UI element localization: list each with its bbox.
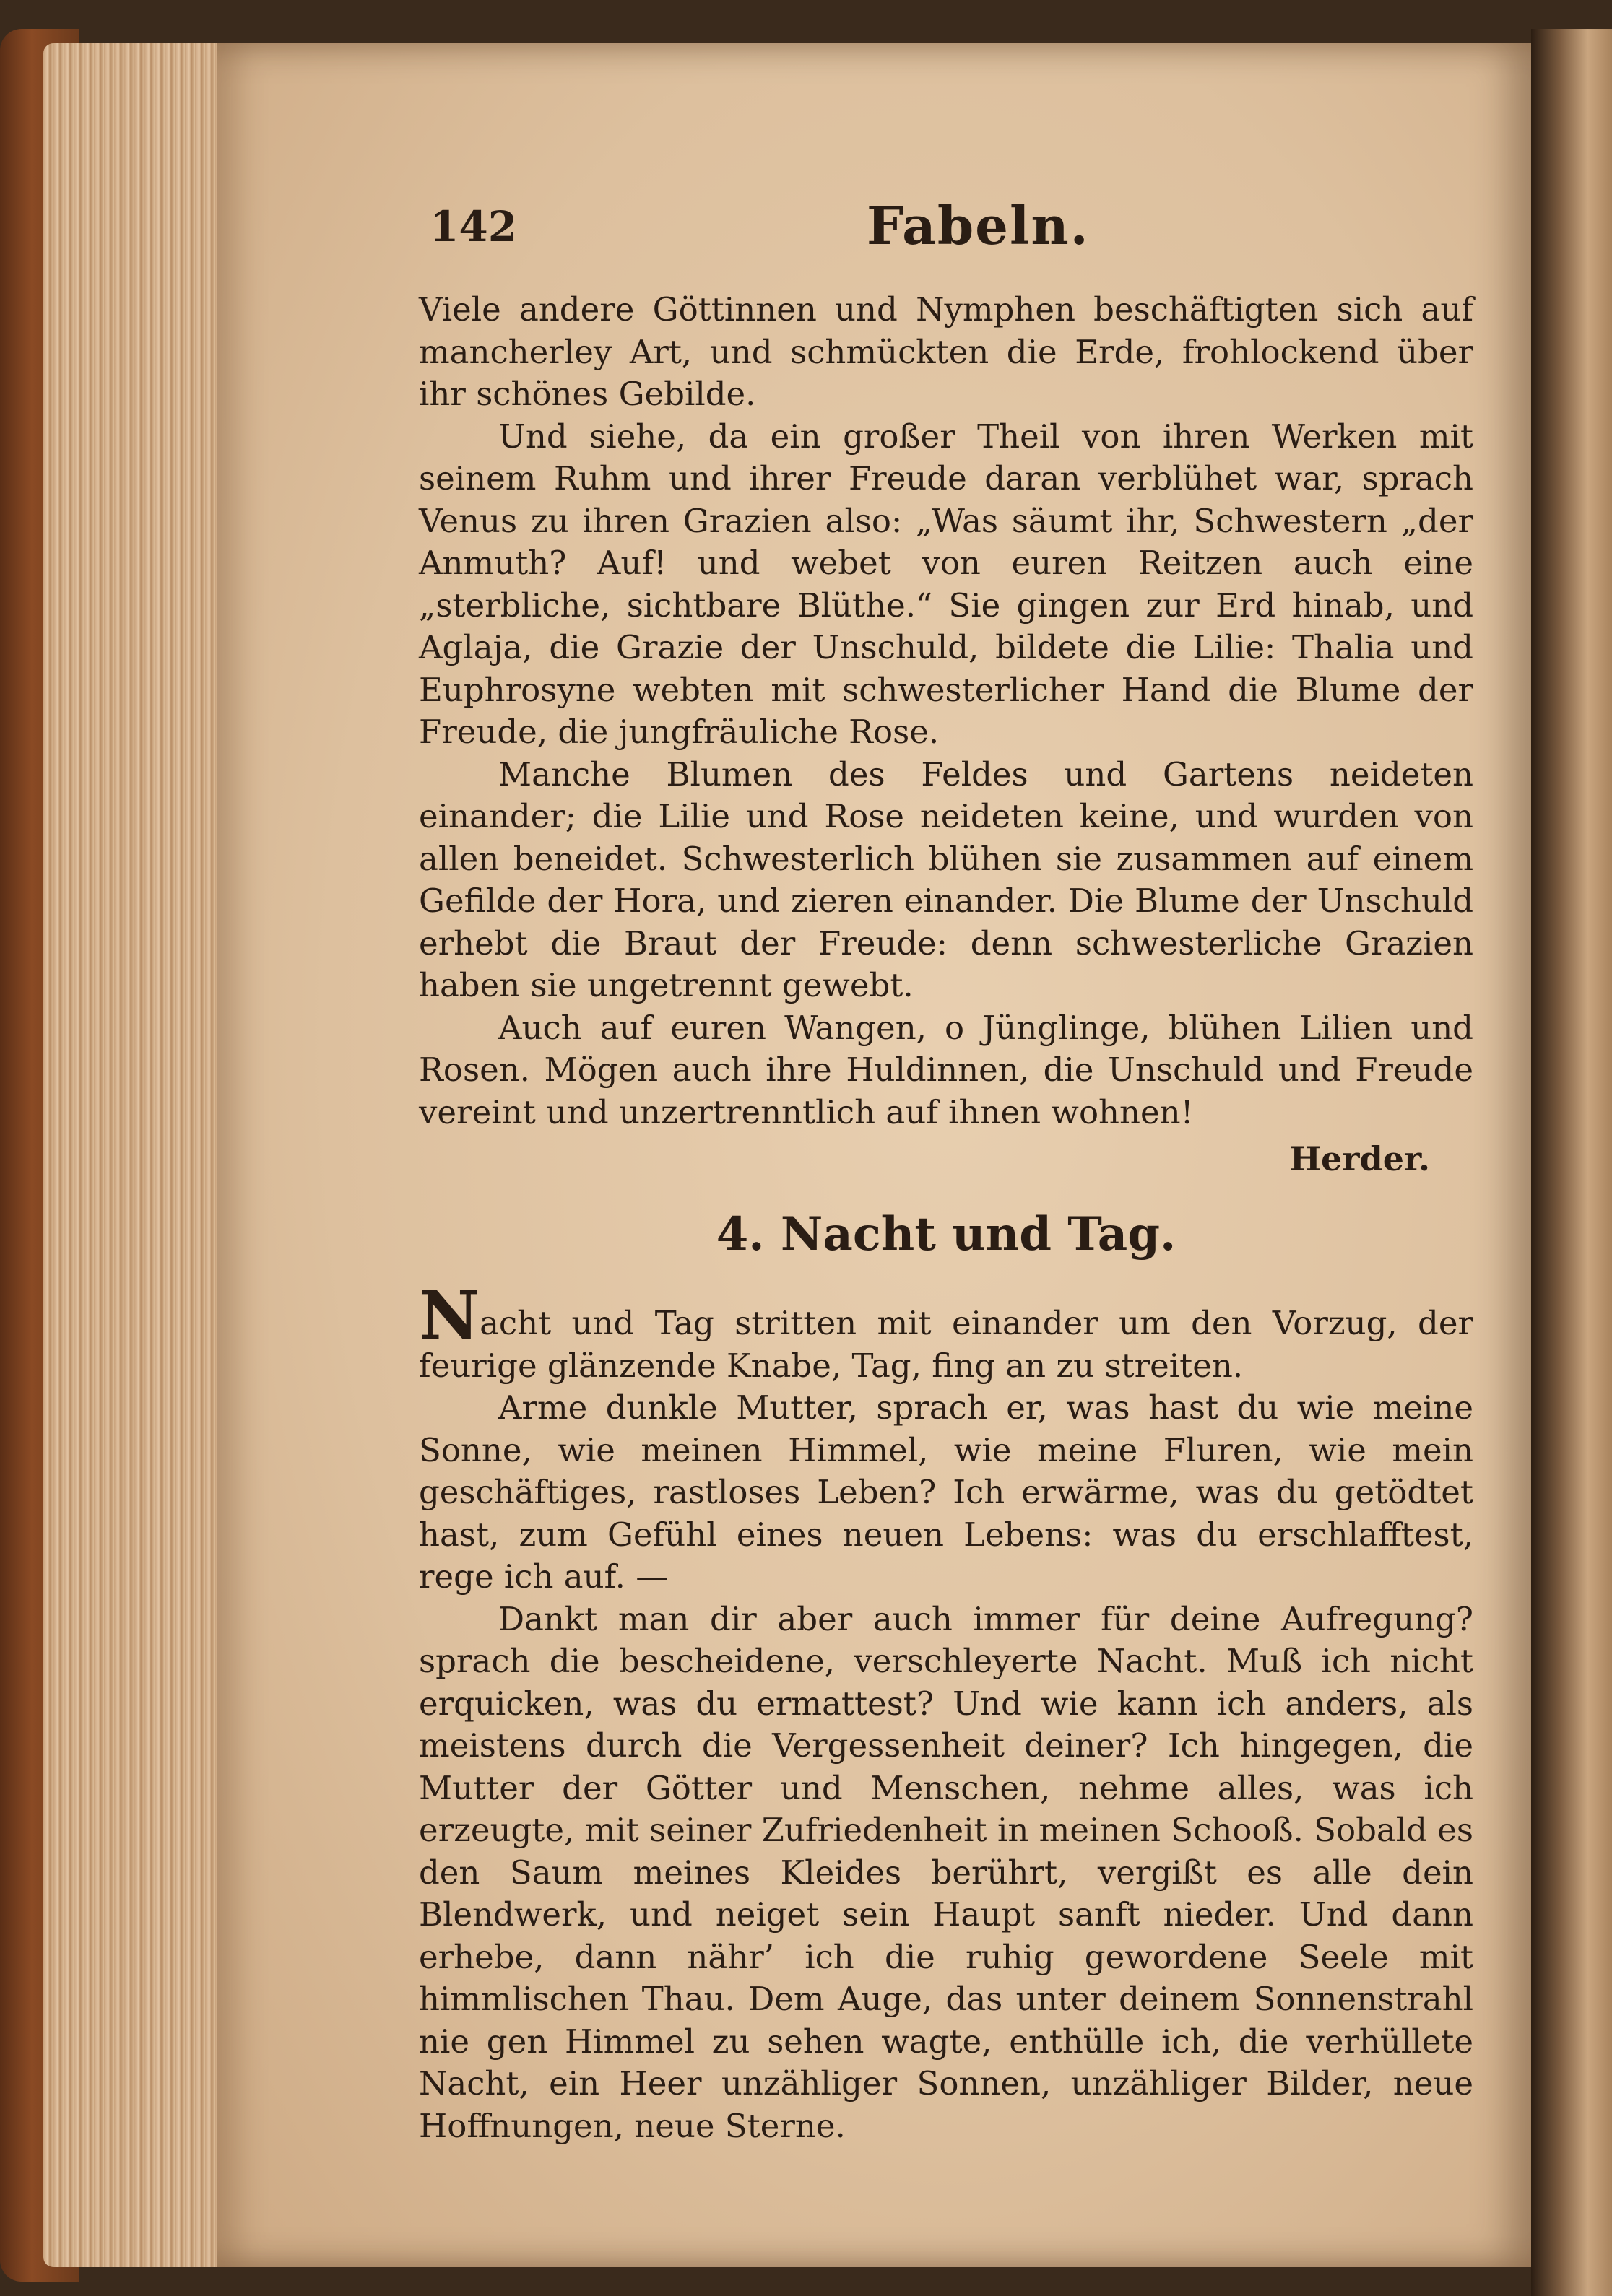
- paragraph: Viele andere Göttinnen und Nymphen beschäftigten sich auf mancherley Art, und schmückten die Erde, frohlockend über ihr schönes Gebilde.: [419, 290, 1473, 413]
- paragraph: Und siehe, da ein großer Theil von ihren Werken mit seinem Ruhm und ihrer Freude daran verblühet war, sprach Venus zu ihren Grazien also: „Was säumt ihr, Schwestern „der Anmuth? Auf! und webet von euren Reitzen auch eine „sterbliche, sichtbare Blüthe.“ Sie gingen zur Erd hinab, und Aglaja, die Grazie der Unschuld, bildete die Lilie: Thalia und Euphrosyne webten mit schwesterlicher Hand die Blume der Freude, die jungfräuliche Rose.: [419, 417, 1473, 751]
- paragraph-text: acht und Tag stritten mit einander um den Vorzug, der feurige glänzende Knabe, Tag, fing an zu streiten.: [419, 1304, 1473, 1385]
- drop-cap: N: [419, 1277, 480, 1354]
- fable-title: 4. Nacht und Tag.: [716, 1207, 1176, 1261]
- page-content: [419, 195, 1473, 2147]
- paragraph: Arme dunkle Mutter, sprach er, was hast du wie meine Sonne, wie meinen Himmel, wie meine Fluren, wie mein geschäftiges, rastloses Leben? Ich erwärme, was du getödtet hast, zum Gefühl eines neuen Lebens: was du erschlafftest, rege ich auf. —: [419, 1388, 1473, 1596]
- book-gutter: [1531, 29, 1612, 2296]
- paragraph: Manche Blumen des Feldes und Gartens neideten einander; die Lilie und Rose neideten keine, und wurden von allen beneidet. Schwesterlich blühen sie zusammen auf einem Gefilde der Hora, und zieren einander. Die Blume der Unschuld erhebt die Braut der Freude: denn schwesterliche Grazien haben sie ungetrennt gewebt.: [419, 755, 1473, 1004]
- page-title: Fabeln.: [867, 195, 1090, 256]
- author-signature: Herder.: [1289, 1139, 1430, 1178]
- paragraph: Auch auf euren Wangen, o Jünglinge, blühen Lilien und Rosen. Mögen auch ihre Huldinnen, die Unschuld und Freude vereint und unzertrenntlich auf ihnen wohnen!: [419, 1008, 1473, 1131]
- page-number: 142: [430, 202, 518, 251]
- running-head: [419, 195, 1473, 274]
- paragraph: Dankt man dir aber auch immer für deine Aufregung? sprach die bescheidene, verschleyerte Nacht. Muß ich nicht erquicken, was du ermattest? Und wie kann ich anders, als meistens durch die Vergessenheit deiner? Ich hingegen, die Mutter der Götter und Menschen, nehme alles, was ich erzeugte, mit seiner Zufriedenheit in meinen Schooß. Sobald es den Saum meines Kleides berührt, vergißt es alle dein Blendwerk, und neiget sein Haupt sanft nieder. Und dann erhebe, dann nähr’ ich die ruhig gewordene Seele mit himmlischen Thau. Dem Auge, das unter deinem Sonnenstrahl nie gen Himmel zu sehen wagte, enthülle ich, die verhüllete Nacht, ein Heer unzähliger Sonnen, unzähliger Bilder, neue Hoffnungen, neue Sterne.: [419, 1599, 1473, 2145]
- paragraph: [419, 1277, 1473, 1387]
